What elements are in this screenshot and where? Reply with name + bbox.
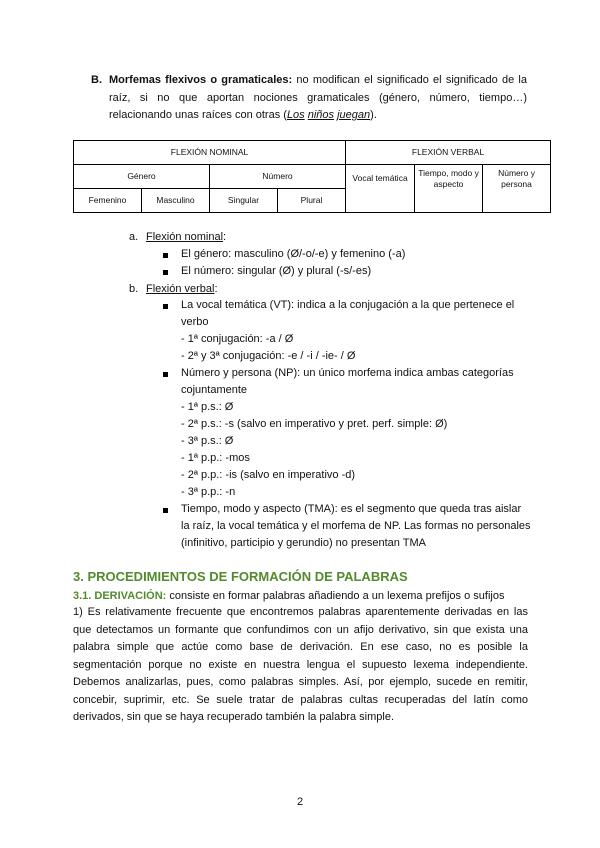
derivacion-paragraph: 1) Es relativamente frecuente que encontremos palabras aparentemente derivadas en las que detectamos un formante que confundimos con un afijo derivativo, sin que exista una palabra simple que actúe como base de derivación. En ese caso, no es posible la segmentación porque no existe en nuestra lengua el supuesto lexema independiente. Debemos analizarlas, pues, como palabras simples. Así, por ejemplo, sucede en remitir, concebir, suprimir, etc. Se suele tratar de palabras cultas recuperadas del latín como derivados, sin que se haya recuperado también la palabra simple.: [73, 606, 528, 723]
section-b-text: no modifican el significado el significado de la raíz, si no que aportan nociones gramaticales (género, número, tiempo…) relacionando unas raíces con otras (: [109, 74, 527, 121]
sub-item: - 2ª p.s.: -s (salvo en imperativo y pret. perf. simple: Ø): [181, 418, 448, 430]
inflection-table: [73, 140, 551, 213]
verbal-header: FLEXIÓN VERBAL: [346, 141, 551, 165]
singular-cell: Singular: [210, 189, 278, 213]
sub-item: - 3ª p.p.: -n: [181, 486, 236, 498]
sub-item: - 1ª p.p.: -mos: [181, 452, 250, 464]
list-item-cont: la raíz, la vocal temática y el morfema de NP. Las formas no personales: [181, 520, 531, 532]
list-item-cont: cojuntamente: [181, 384, 248, 396]
list-item: Tiempo, modo y aspecto (TMA): es el segmento que queda tras aislar: [181, 503, 522, 515]
sub-item: - 3ª p.s.: Ø: [181, 435, 234, 447]
example-word-2: niños: [307, 109, 335, 121]
genero-header: Género: [74, 165, 210, 189]
page-number: 2: [296, 796, 304, 808]
tma-header: Tiempo, modo y aspecto: [415, 165, 483, 213]
list-marker-b: b.: [129, 283, 139, 295]
list-title-a: Flexión nominal:: [146, 231, 227, 243]
example-word-1: Los: [286, 109, 305, 121]
list-item-cont: (infinitivo, participio y gerundio) no presentan TMA: [181, 537, 426, 549]
bullet-icon: [163, 270, 168, 275]
sub-item: - 2ª p.p.: -is (salvo en imperativo -d): [181, 469, 356, 481]
femenino-cell: Femenino: [74, 189, 142, 213]
list-marker-a: a.: [129, 231, 139, 243]
list-title-b: Flexión verbal:: [146, 283, 218, 295]
section-b-text-end: ).: [370, 109, 377, 121]
list-item-cont: verbo: [181, 316, 209, 328]
list-item: El género: masculino (Ø/-o/-e) y femenino (-a): [181, 248, 406, 260]
derivacion-text: consiste en formar palabras añadiendo a un lexema prefijos o sufijos: [166, 590, 505, 602]
bullet-icon: [163, 372, 168, 377]
bullet-icon: [163, 304, 168, 309]
section-b-heading: Morfemas flexivos o gramaticales:: [109, 74, 293, 86]
sub-item: - 1ª p.s.: Ø: [181, 401, 234, 413]
sub-item: - 2ª y 3ª conjugación: -e / -i / -ie- / Ø: [181, 350, 356, 362]
derivacion-line: [73, 588, 504, 605]
section-b: [91, 72, 527, 125]
derivacion-label: 3.1. DERIVACIÓN:: [73, 590, 167, 602]
list-item: El número: singular (Ø) y plural (-s/-es): [181, 265, 372, 277]
example-word-3: juegan: [337, 109, 371, 121]
bullet-icon: [163, 508, 168, 513]
section-b-label: B.: [91, 74, 102, 86]
list-item: La vocal temática (VT): indica a la conjugación a la que pertenece el: [181, 299, 515, 311]
np-header: Número y persona: [483, 165, 551, 213]
masculino-cell: Masculino: [142, 189, 210, 213]
bullet-icon: [163, 253, 168, 258]
section-3-heading: 3. PROCEDIMIENTOS DE FORMACIÓN DE PALABRAS: [73, 569, 408, 584]
numero-header: Número: [210, 165, 346, 189]
section-b-body: [109, 72, 527, 125]
nominal-header: FLEXIÓN NOMINAL: [74, 141, 346, 165]
plural-cell: Plural: [278, 189, 346, 213]
list-item: Número y persona (NP): un único morfema indica ambas categorías: [181, 367, 514, 379]
vocal-tematica-header: Vocal temática: [346, 165, 415, 213]
sub-item: - 1ª conjugación: -a / Ø: [181, 333, 294, 345]
